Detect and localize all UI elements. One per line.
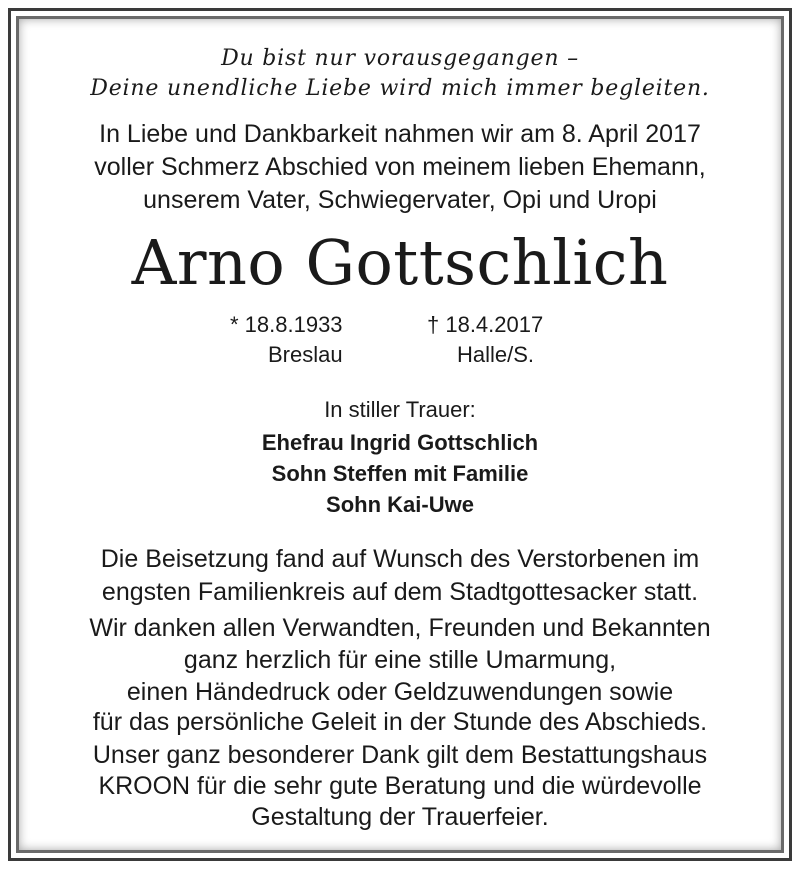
deceased-name: Arno Gottschlich — [131, 226, 669, 299]
intro-line-1: In Liebe und Dankbarkeit nahmen wir am 8. April 2017 — [99, 120, 701, 148]
thanks-line-1: Wir danken allen Verwandten, Freunden und Bekannten — [89, 614, 711, 642]
thanks-line-4: für das persönliche Geleit in der Stunde des Abschieds. — [92, 708, 708, 736]
intro-line-2: voller Schmerz Abschied von meinem lieben Ehemann, — [94, 153, 706, 181]
special-thanks-line-3: Gestaltung der Trauerfeier. — [251, 803, 549, 831]
birth-date: * 18.8.1933 — [230, 312, 343, 337]
intro-line-3: unserem Vater, Schwiegervater, Opi und Uropi — [143, 186, 657, 214]
mourner-3: Sohn Kai-Uwe — [326, 492, 474, 517]
birth-place: Breslau — [268, 342, 343, 367]
mourning-label: In stiller Trauer: — [324, 397, 476, 422]
death-date: † 18.4.2017 — [427, 312, 544, 337]
motto-line-1: Du bist nur vorausgegangen – — [221, 46, 579, 71]
funeral-line-2: engsten Familienkreis auf dem Stadtgottesacker statt. — [101, 578, 699, 606]
mourner-1: Ehefrau Ingrid Gottschlich — [261, 430, 539, 455]
special-thanks-line-2: KROON für die sehr gute Beratung und die würdevolle — [98, 772, 702, 800]
special-thanks-line-1: Unser ganz besonderer Dank gilt dem Bestattungshaus — [92, 741, 708, 769]
motto-line-2: Deine unendliche Liebe wird mich immer begleiten. — [90, 76, 710, 101]
mourner-2: Sohn Steffen mit Familie — [271, 461, 529, 486]
funeral-line-1: Die Beisetzung fand auf Wunsch des Verstorbenen im — [100, 545, 700, 573]
thanks-line-2: ganz herzlich für eine stille Umarmung, — [183, 646, 617, 674]
thanks-line-3: einen Händedruck oder Geldzuwendungen sowie — [126, 678, 674, 706]
death-place: Halle/S. — [457, 342, 535, 367]
